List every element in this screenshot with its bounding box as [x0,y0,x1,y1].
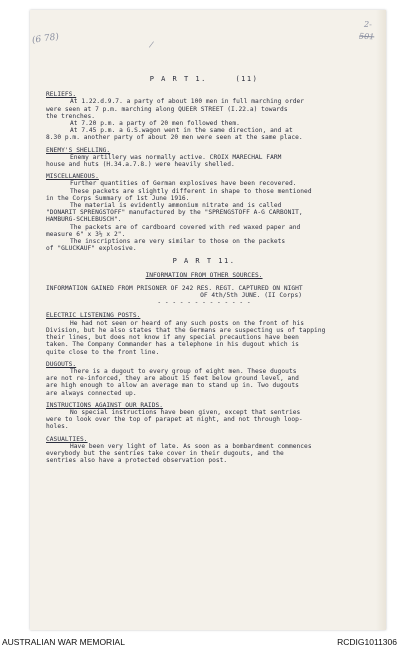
handwritten-mark: 2- [363,19,373,30]
text-line: sentries also have a protected observation post. [46,457,228,465]
text-line: taken. The Company Commander has a telephone in his dugout which is [46,341,299,349]
document-body [46,76,362,467]
info-heading: INFORMATION GAINED FROM PRISONER OF 242 RES. REGT. CAPTURED ON NIGHT [46,284,303,292]
section-heading: RELIEFS. [46,91,77,99]
text-line: At 7.45 p.m. a G.S.wagon went in the same direction, and at [70,127,293,135]
text-line: Division, but he also states that the Germans are suspecting us of tapping [46,326,326,334]
part1-title [46,76,362,83]
text-line: The material is evidently ammonium nitrate and is called [70,202,282,210]
archive-name: AUSTRALIAN WAR MEMORIAL [2,637,125,647]
section-heading: CASUALTIES. [46,435,88,443]
handwritten-mark: / [149,39,154,50]
text-line: These packets are slightly different in shape to those mentioned [70,187,312,195]
divider: - - - - - - - - - - - - - [157,299,251,307]
text-line: Enemy artillery was normally active. CROIX MARECHAL FARM [70,153,282,161]
text-line: house and huts (H.34.a.7.8.) were heavily shelled. [46,161,235,169]
section-heading: ELECTRIC LISTENING POSTS. [46,312,141,320]
reliefs-section [46,89,362,141]
text-line: At 1.22.d.9.7. a party of about 100 men in full marching order [70,98,305,106]
casualties-section [46,434,362,465]
section-heading: INSTRUCTIONS AGAINST OUR RAIDS. [46,401,164,409]
text-line: Further quantities of German explosives have been recovered. [70,180,297,188]
page-edge [376,10,386,630]
text-line: 8.30 p.m. another party of about 20 men were seen at the same place. [46,134,303,142]
text-line: The packets are of cardboard covered with red waxed paper and [70,223,301,231]
text-line: the trenches. [46,112,96,120]
part1-label: P A R T 1. [149,75,207,83]
text-line: HAMBURG-SCHLEBUSCH". [46,216,122,224]
section-heading: ENEMY'S SHELLING. [46,146,111,154]
archive-id: RCDIG1011306 [337,637,397,647]
misc-section [46,171,362,252]
archive-footer [0,632,401,654]
text-line: He had not seen or heard of any such posts on the front of his [70,319,305,327]
part2-subtitle: INFORMATION FROM OTHER SOURCES. [145,271,263,279]
text-line: were seen at 7 p.m. marching along QUEER STREET (I.22.a) towards [46,105,288,113]
text-line: There is a dugout to every group of eight men. These dugouts [70,367,297,375]
text-line: were to look over the top of parapet at night, and not through loop- [46,416,303,424]
text-line: Have been very light of late. As soon as a bombardment commences [70,442,312,450]
text-line: everybody but the sentries take cover in their dugouts, and the [46,449,284,457]
text-line: are not re-inforced, they are about 15 feet below ground level, and [46,375,299,383]
text-line: in the Corps Summary of 1st June 1916. [46,194,190,202]
document-page [30,10,386,630]
text-line: At 7.20 p.m. a party of 20 men followed them. [70,120,240,128]
shelling-section [46,145,362,169]
info-heading-line2: OF 4th/5th JUNE. (II Corps) [200,292,302,300]
part2-title: P A R T 11. [172,257,236,266]
text-line: quite close to the front line. [46,348,160,356]
text-line: measure 6" x 3½ x 2". [46,230,126,238]
text-line: are high enough to allow an average man to stand up in. Two dugouts [46,382,299,390]
raids-section [46,400,362,431]
dugouts-section [46,359,362,397]
text-line: of "GLUCKAUF" explosive. [46,245,137,253]
listening-section [46,310,362,355]
text-line: No special instructions have been given, except that sentries [70,408,301,416]
text-line: are always connected up. [46,389,137,397]
section-heading: DUGOUTS. [46,360,77,368]
text-line: holes. [46,423,69,431]
text-line: The inscriptions are very similar to those on the packets [70,238,286,246]
handwritten-mark: 501 [358,31,375,42]
text-line: their lines, but does not know if any special precautions have been [46,334,299,342]
part1-number: (11) [235,75,259,83]
handwritten-mark: (6 78) [31,32,60,46]
section-heading: MISCELLANEOUS. [46,173,99,181]
text-line: "DONARIT SPRENGSTOFF" manufactured by the "SPRENGSTOFF A-G CARBONIT, [46,209,303,217]
